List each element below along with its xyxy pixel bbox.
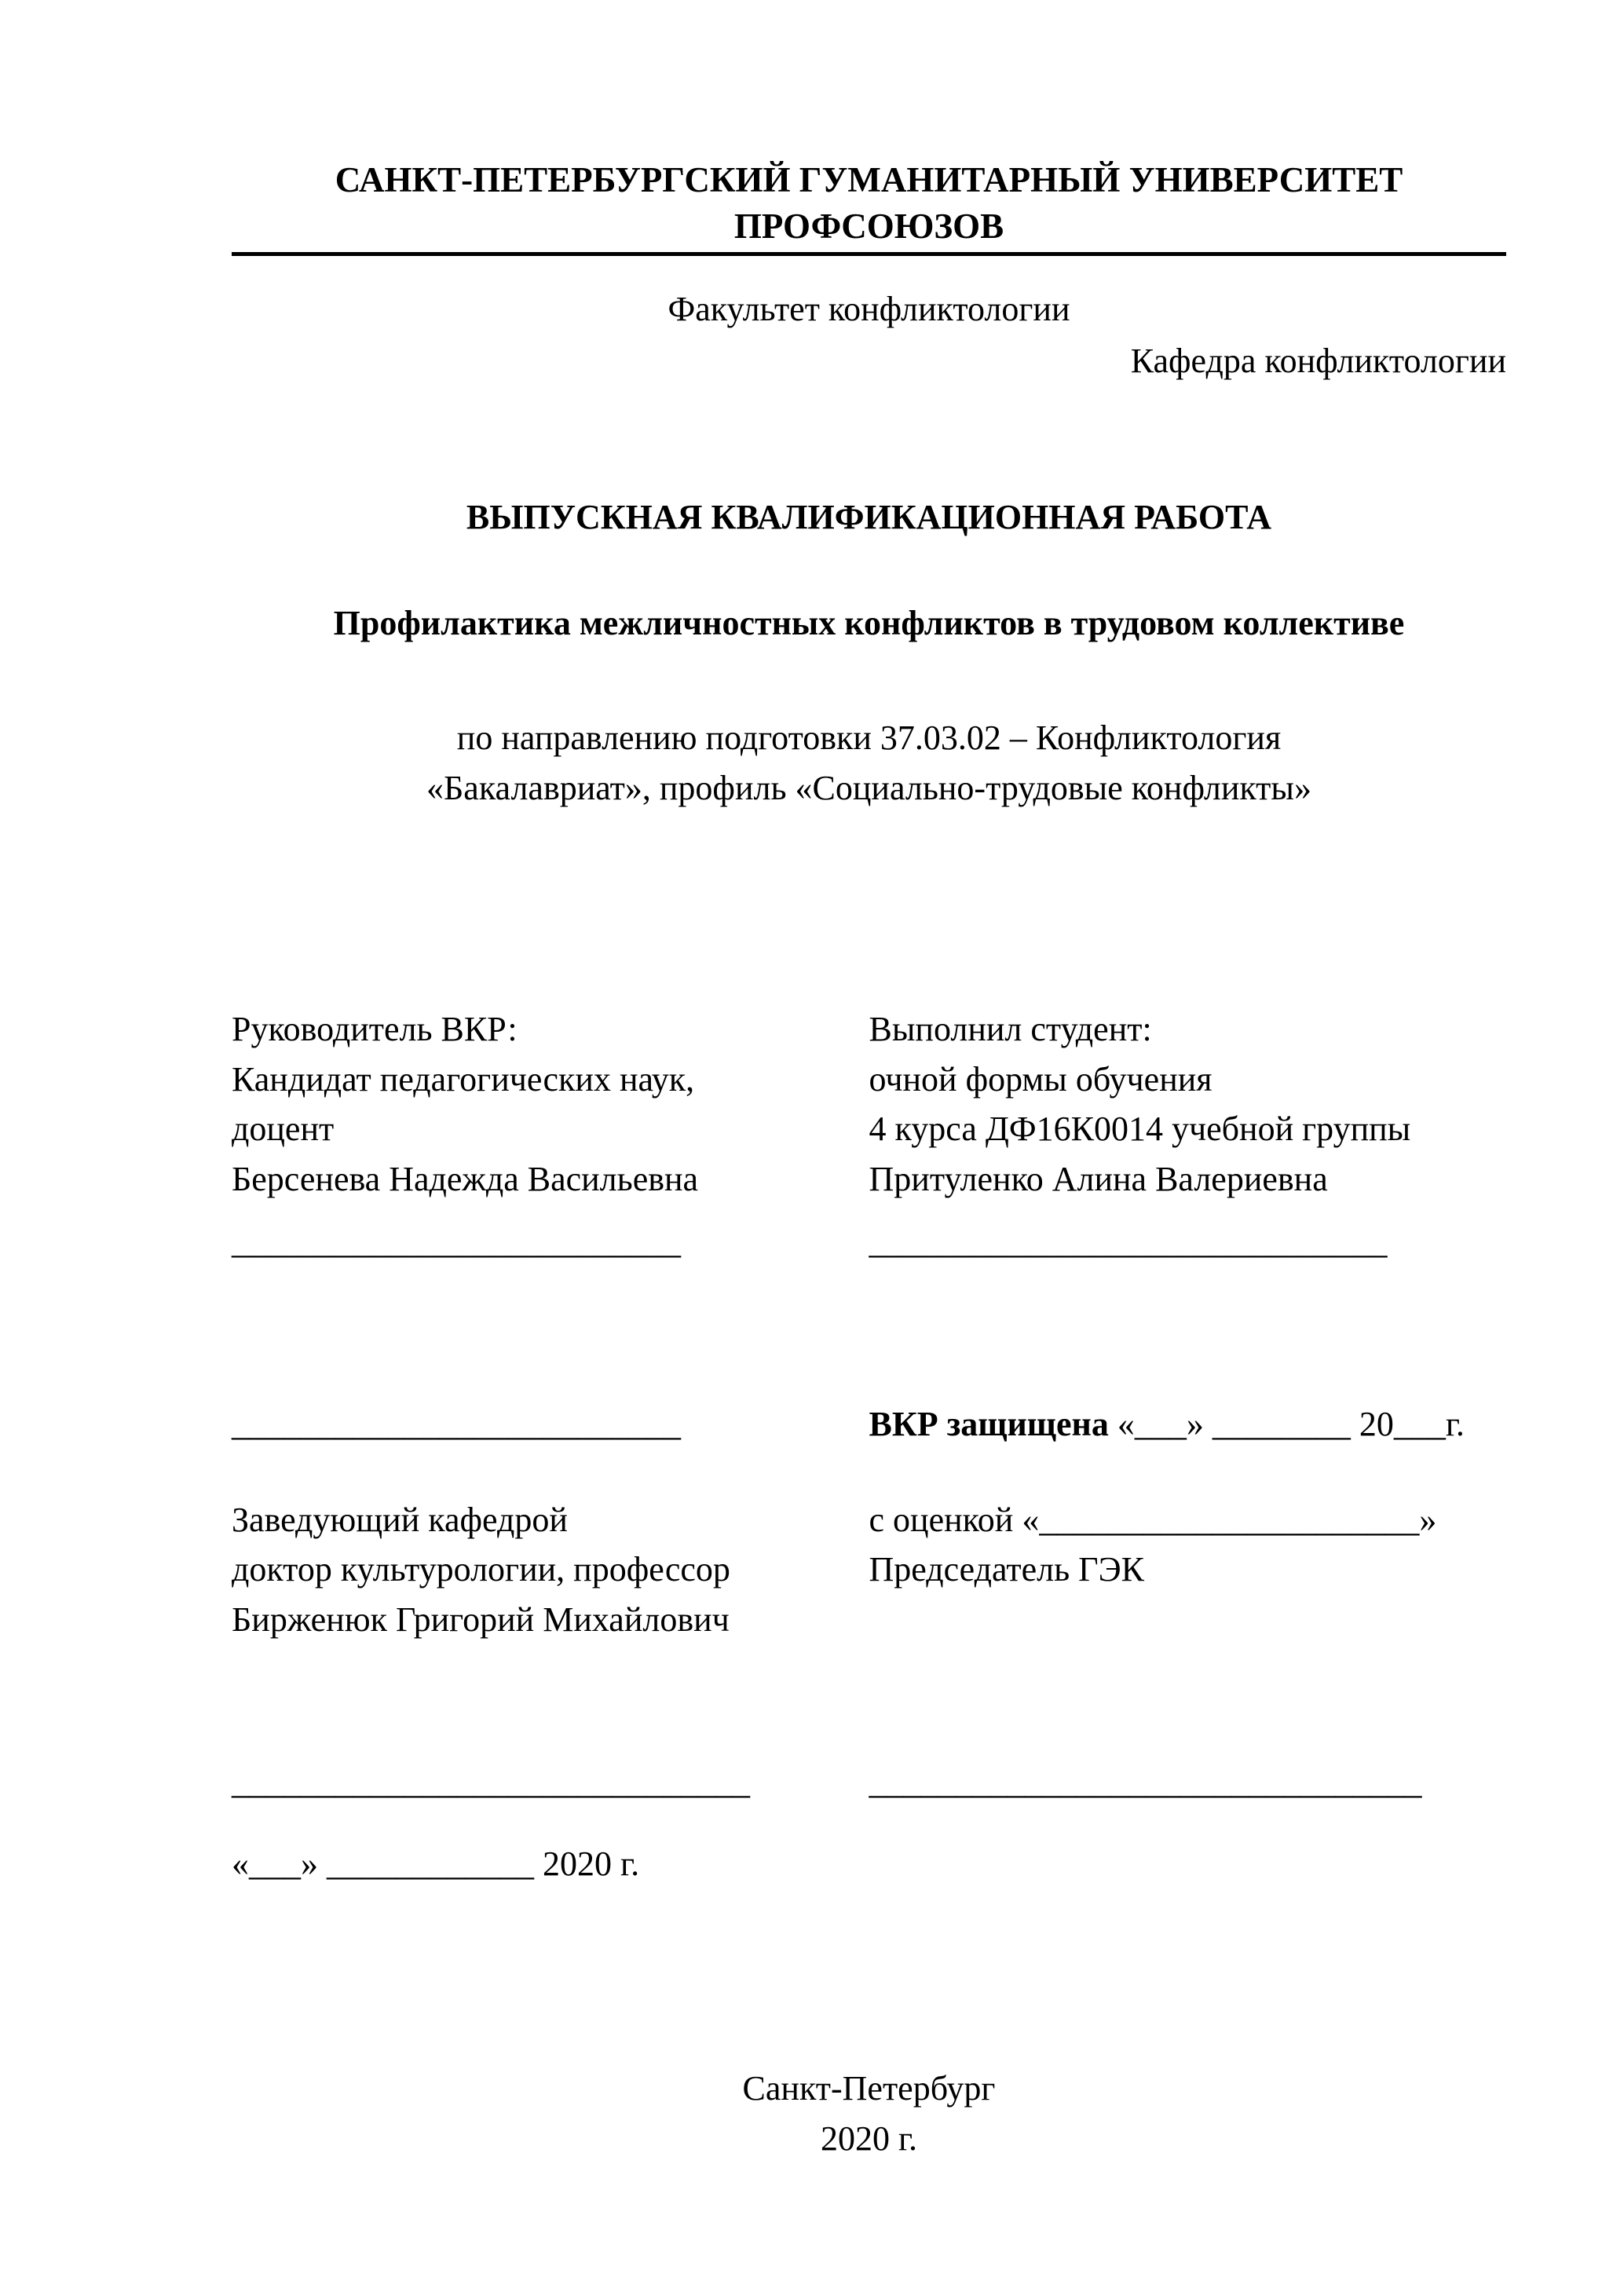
defense-label: ВКР защищена [869,1404,1109,1443]
footer-city: Санкт-Петербург [742,2069,996,2108]
student-label: Выполнил студент: [869,1009,1152,1048]
grade-line: с оценкой «______________________» [869,1500,1437,1539]
defense-block [232,1399,1506,1645]
program-line-1: по направлению подготовки 37.03.02 – Конфликтология [456,718,1282,758]
bottom-right-signature [869,1757,1507,1808]
bottom-signatures-block [232,1757,1506,1808]
header-divider [232,252,1506,256]
work-type-title: ВЫПУСКНАЯ КВАЛИФИКАЦИОННАЯ РАБОТА [466,497,1272,536]
supervisor-signature-line: __________________________ [232,1222,681,1261]
footer-year: 2020 г. [820,2119,918,2159]
gek-chairman: Председатель ГЭК [869,1550,1145,1589]
head-signature-line: __________________________ [232,1404,681,1443]
faculty-name: Факультет конфликтологии [668,290,1070,328]
bottom-left-signature-line: ______________________________ [232,1762,750,1801]
footer [232,2064,1506,2164]
supervisor-degree: Кандидат педагогических наук, [232,1059,695,1099]
university-name: САНКТ-ПЕТЕРБУРГСКИЙ ГУМАНИТАРНЫЙ УНИВЕРСИТЕТ ПРОФСОЮЗОВ [335,160,1403,246]
department-head-block [232,1399,869,1645]
supervisor-position: доцент [232,1110,335,1149]
student-name: Притуленко Алина Валериевна [869,1160,1328,1199]
defense-date-line [869,1399,1507,1450]
student-study-form: очной формы обучения [869,1059,1213,1099]
defense-result-block [869,1399,1507,1645]
supervisor-label: Руководитель ВКР: [232,1009,518,1048]
head-degree: доктор культурологии, профессор [232,1550,730,1589]
supervisor-block [232,1004,869,1267]
department-name: Кафедра конфликтологии [1130,341,1506,380]
supervisor-name: Берсенева Надежда Васильевна [232,1160,699,1199]
date-line: «___» ____________ 2020 г. [232,1844,640,1883]
head-name: Бирженюк Григорий Михайлович [232,1600,730,1640]
defense-date-blanks: «___» ________ 20___г. [1108,1404,1465,1443]
student-signature-line: ______________________________ [869,1222,1388,1261]
signatories-block [232,1004,1506,1267]
head-title: Заведующий кафедрой [232,1500,568,1539]
bottom-left-signature [232,1757,869,1808]
bottom-right-signature-line: ________________________________ [869,1762,1422,1801]
student-group: 4 курса ДФ16К0014 учебной группы [869,1110,1411,1149]
thesis-title: Профилактика межличностных конфликтов в трудовом коллективе [333,604,1405,643]
program-line-2: «Бакалавриат», профиль «Социально-трудовые конфликты» [426,768,1311,807]
student-block [869,1004,1507,1267]
